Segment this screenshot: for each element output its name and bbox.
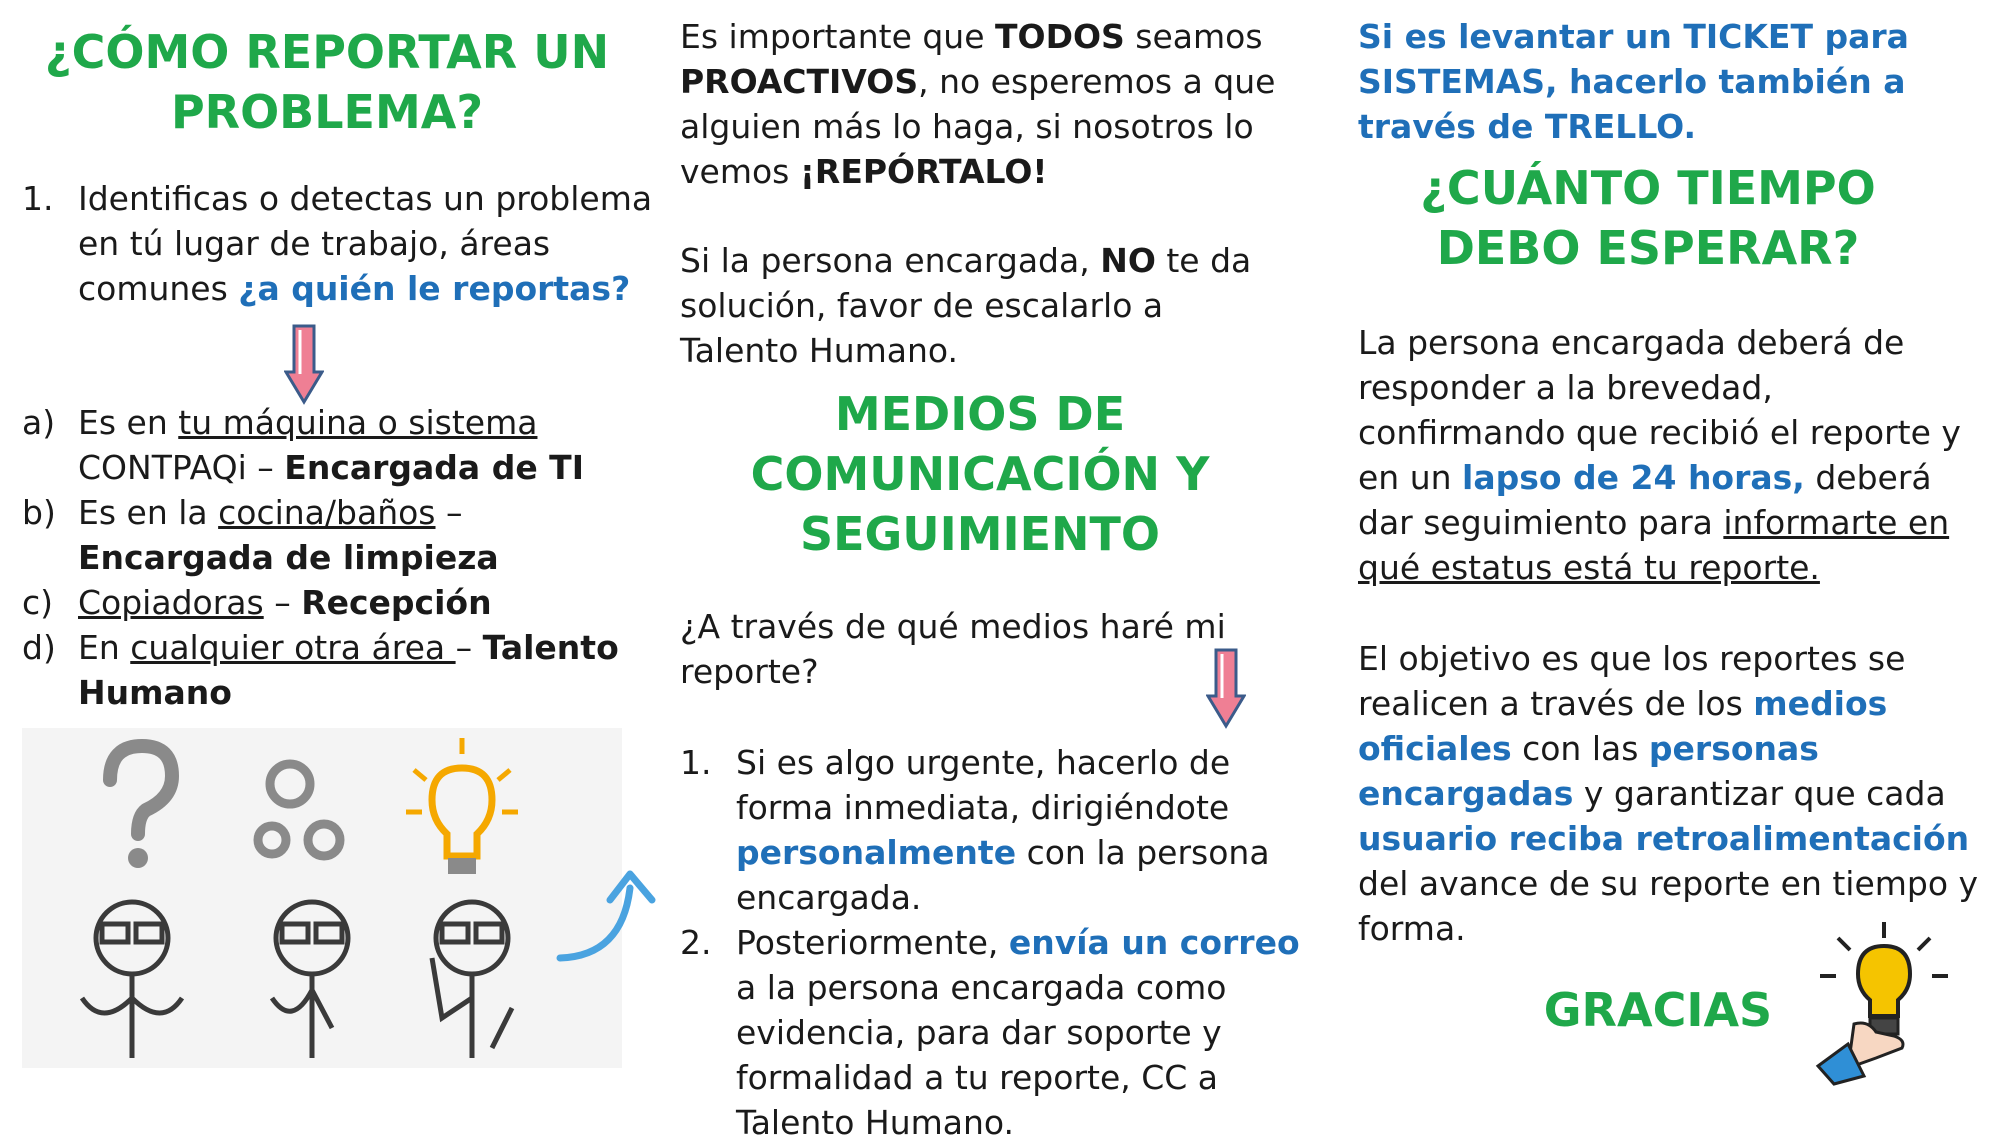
list-item [22,580,632,625]
text-highlight: envía un correo [1008,923,1300,962]
thanks-text: GRACIAS [1543,983,1773,1037]
list-item [22,625,632,715]
gears-icon [258,764,340,856]
text: a la persona encargada como evidencia, para dar soporte y formalidad a tu reporte, CC a Talento Humano. [736,968,1227,1142]
item-underlined: cocina/baños [218,493,436,532]
text: deberá dar seguimiento para [1358,458,1932,542]
text: con la persona encargada. [736,833,1270,917]
text-highlight: medios oficiales [1358,684,1888,768]
item-mid: – [455,628,483,667]
response-paragraph [1358,320,1978,590]
ticket-note: Si es levantar un TICKET para SISTEMAS, hacerlo también a través de TRELLO. [1358,17,1909,146]
text: El objetivo es que los reportes se realicen a través de los [1358,639,1906,723]
list-item [680,920,1300,1145]
item-mid: – [435,493,463,532]
item-responsible: Talento Humano [78,628,619,712]
text: con las [1511,729,1649,768]
text-bold: TODOS [995,17,1125,56]
item-responsible: Encargada de TI [284,448,584,487]
item-underlined: tu máquina o sistema [178,403,538,442]
curved-arrow-icon [552,860,662,970]
text-highlight: personalmente [736,833,1017,872]
text: , no esperemos a que alguien más lo haga, si nosotros lo vemos [680,62,1276,191]
item-mid: CONTPAQi – [78,448,285,487]
item-pre: Es en la [78,493,219,532]
hand-lightbulb-icon [1798,916,1968,1086]
text-highlight: personas encargadas [1358,729,1819,813]
objective-paragraph [1358,636,1983,951]
text: te da solución, favor de escalarlo a Talento Humano. [680,241,1252,370]
text-bold: ¡REPÓRTALO! [799,152,1048,191]
thinking-people-illustration [22,728,622,1068]
text-underlined: informarte en qué estatus está tu reporte. [1358,503,1950,587]
title-media: MEDIOS DE COMUNICACIÓN Y SEGUIMIENTO [750,387,1210,561]
text: Es importante que [680,17,996,56]
text: y garantizar que cada [1573,774,1946,813]
proactive-paragraph [680,14,1280,194]
down-arrow-icon [1206,646,1246,730]
text: del avance de su reporte en tiempo y forma. [1358,864,1979,948]
lightbulb-icon [406,738,518,874]
text-highlight: usuario reciba retroalimentación [1358,819,1970,858]
question-mark-icon [110,746,172,868]
item-underlined: cualquier otra área [130,628,456,667]
item-mark: a) [22,403,56,442]
text: Posteriormente, [736,923,1009,962]
text-bold: NO [1100,241,1156,280]
step-1-question: ¿a quién le reportas? [238,269,631,308]
text: seamos [1124,17,1263,56]
item-mid: – [263,583,302,622]
list-item [22,400,632,490]
responsibles-list [22,400,632,715]
step-1-text: Identificas o detectas un problema en tú lugar de trabajo, áreas comunes [78,179,653,308]
down-arrow-icon [284,322,324,406]
text: La persona encargada deberá de responder a la brevedad, confirmando que recibió el reporte y en un [1358,323,1961,497]
media-question: ¿A través de qué medios haré mi reporte? [680,607,1226,691]
item-underlined: Copiadoras [78,583,264,622]
title-how-to-report: ¿CÓMO REPORTAR UN PROBLEMA? [44,25,610,139]
media-steps [680,740,1300,1145]
text: Si es algo urgente, hacerlo de forma inmediata, dirigiéndote [736,743,1231,827]
step-number: 1. [680,743,712,782]
item-responsible: Recepción [301,583,492,622]
text: Si la persona encargada, [680,241,1101,280]
item-pre: En [78,628,131,667]
list-item [22,490,632,580]
item-mark: d) [22,628,56,667]
escalate-paragraph [680,238,1280,373]
step-number: 2. [680,923,712,962]
step-1 [22,176,678,311]
text-bold: PROACTIVOS [680,62,919,101]
item-responsible: Encargada de limpieza [78,538,499,577]
step-1-number: 1. [22,179,54,218]
item-pre: Es en [78,403,179,442]
title-wait-time: ¿CUÁNTO TIEMPO DEBO ESPERAR? [1420,161,1876,275]
list-item [680,740,1300,920]
item-mark: c) [22,583,54,622]
item-mark: b) [22,493,56,532]
text-highlight: lapso de 24 horas, [1462,458,1805,497]
